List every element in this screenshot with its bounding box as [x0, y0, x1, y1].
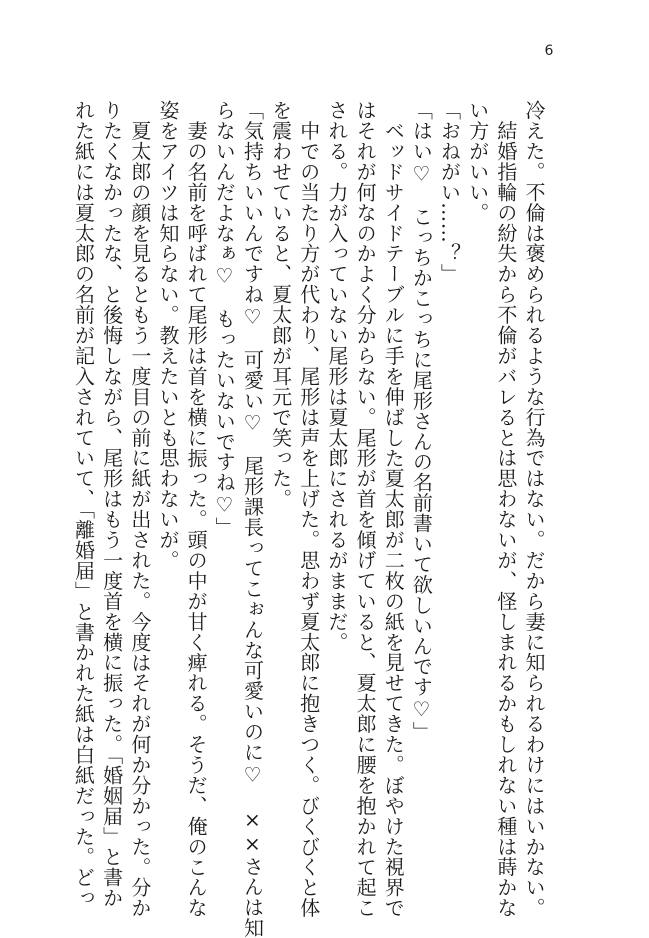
- paragraph-8: 妻の名前を呼ばれて尾形は首を横に振った。頭の中が甘く痺れる。そうだ、俺のこんな 姿をアイツは知らない。教えたいとも思わないが。: [155, 100, 209, 919]
- paragraph-7-dialogue: 「気持ちいいんですね♡ 可愛い♡ 尾形課長ってこぉんな可愛いのに♡ ××さんは知 らないんだよなぁ♡ もったいないですね♡」: [212, 100, 265, 938]
- paragraph-4-dialogue: 「はい♡ こっちかこっちに尾形さんの名前書いて欲しいんです♡」: [409, 100, 434, 742]
- paragraph-6: 中での当たり方が代わり、尾形は声を上げた。思わず夏太郎に抱きつく。びくびくと体 を震わせていると、夏太郎が耳元で笑った。: [268, 100, 321, 918]
- paragraph-1: 冷えた。不倫は褒められるような行為ではない。だから妻に知られるわけにはいかない。: [522, 100, 546, 918]
- page-number: 6: [544, 43, 554, 59]
- paragraph-2: 結婚指輪の紛失から不倫がバレるとは思わないが、怪しまれるかもしれない種は蒔かな い方がいい。: [465, 100, 518, 918]
- novel-body-text: [71, 100, 548, 938]
- paragraph-3-dialogue: 「おねがい……？」: [437, 100, 462, 285]
- paragraph-5: ベッドサイドテーブルに手を伸ばした夏太郎が二枚の紙を見せてきた。ぼやけた視界で はそれが何なのかよく分からない。尾形が首を傾げていると、夏太郎に腰を抱かれて起こ される。力が入っていない尾形は夏太郎にされるがままだ。: [324, 100, 406, 918]
- paragraph-9: 夏太郎の顔を見るともう一度目の前に紙が出された。今度はそれが何か分かった。分か りたくなかったな、と後悔しながら、尾形はもう一度首を横に振った。「婚姻届」と書か れた紙には夏太郎の名前が記入されていて、「離婚届」と書かれた紙は白紙だった。どっ: [71, 100, 152, 919]
